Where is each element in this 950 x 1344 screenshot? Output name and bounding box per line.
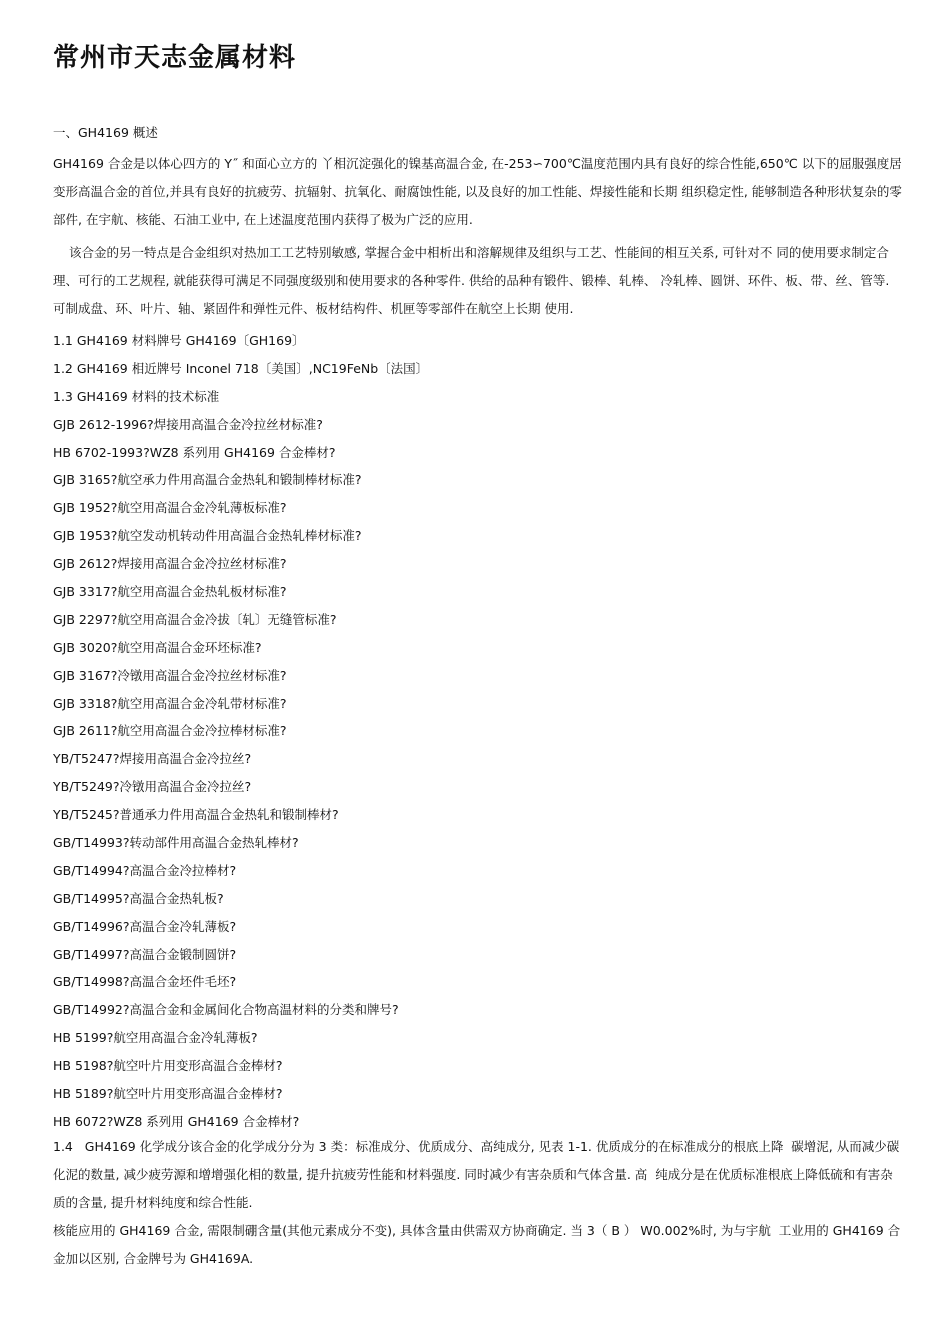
list-item: GB/T14997?高温合金锻制圆饼? [53,946,237,962]
nuclear-application-paragraph: 核能应用的 GH4169 合金, 需限制硼含量(其他元素成分不变), 具体含量由供需双方协商确定. 当 3（ B ） W0.002%时, 为与宇航 工业用的 GH4169 合金加以区别, 合金牌号为 GH4169A. [53,1223,901,1266]
list-item: GJB 2612?焊接用高温合金冷拉丝材标准? [53,556,287,572]
list-item: YB/T5245?普通承力件用高温合金热轧和锻制棒材? [53,807,339,823]
list-item: GJB 3167?冷镦用高温合金冷拉丝材标准? [53,667,287,683]
list-item: HB 6072?WZ8 系列用 GH4169 合金棒材? [53,1113,300,1129]
overview-paragraph-1: GH4169 合金是以体心四方的 Y˝ 和面心立方的 丫相沉淀强化的镍基高温合金, 在-253∽700℃温度范围内具有良好的综合性能,650℃ 以下的屈服强度居变形高温合金的首位,并具有良好的抗疲劳、抗辐射、抗氧化、耐腐蚀性能, 以及良好的加工性能、焊接性能和长期 组织稳定性, 能够制造各种形状复杂的零部件, 在宇航、核能、石油工业中, 在上述温度范围内获得了极为广泛的应用. [53,156,902,227]
composition-paragraph: 1.4 GH4169 化学成分该合金的化学成分分为 3 类：标准成分、优质成分、高纯成分, 见表 1-1. 优质成分的在标准成分的根底上降 碳增泥, 从而减少碳化泥的数量, 减少疲劳源和增增强化相的数量, 提升抗疲劳性能和材料强度. 同时减少有害杂质和气体含量. 高 纯成分是在优质标准根底上降低硫和有害杂质的含量, 提升材料纯度和综合性能. [53,1139,900,1210]
list-item: 1.1 GH4169 材料牌号 GH4169〔GH169〕 [53,333,305,348]
list-item: GJB 1953?航空发动机转动件用高温合金热轧棒材标准? [53,528,362,544]
list-item: HB 5189?航空叶片用变形高温合金棒材? [53,1086,283,1102]
list-item: GJB 3317?航空用高温合金热轧板材标准? [53,584,287,600]
list-item: GB/T14994?高温合金冷拉棒材? [53,862,237,878]
list-item: GB/T14992?高温合金和金属间化合物高温材料的分类和牌号? [53,1002,399,1018]
list-item: HB 5199?航空用高温合金冷轧薄板? [53,1030,258,1046]
list-item: GB/T14995?高温合金热轧板? [53,890,224,906]
list-item: 1.2 GH4169 相近牌号 Inconel 718〔美国〕,NC19FeNb〔法国〕 [53,360,429,376]
list-item: GB/T14993?转动部件用高温合金热轧棒材? [53,835,299,851]
list-item: GJB 3165?航空承力件用高温合金热轧和锻制棒材标准? [53,472,362,488]
list-item: GJB 1952?航空用高温合金冷轧薄板标准? [53,500,287,516]
list-item: GB/T14996?高温合金冷轧薄板? [53,918,237,934]
list-item: 1.3 GH4169 材料的技术标准 [53,388,220,404]
list-item: HB 5198?航空叶片用变形高温合金棒材? [53,1058,283,1074]
list-item: GJB 3020?航空用高温合金环坯标准? [53,639,262,655]
list-item: HB 6702-1993?WZ8 系列用 GH4169 合金棒材? [53,444,336,460]
list-item: GB/T14998?高温合金坯件毛坯? [53,974,237,990]
standards-list [53,327,903,1136]
section-heading: 一、GH4169 概述 [53,125,158,140]
list-item: GJB 2297?航空用高温合金冷拔〔轧〕无缝管标准? [53,611,337,627]
list-item: GJB 2611?航空用高温合金冷拉棒材标准? [53,723,287,739]
list-item: YB/T5247?焊接用高温合金冷拉丝? [53,751,252,767]
list-item: YB/T5249?冷镦用高温合金冷拉丝? [53,779,252,795]
list-item: GJB 3318?航空用高温合金冷轧带材标准? [53,695,287,711]
document-title: 常州市天志金属材料 [53,43,297,73]
list-item: GJB 2612-1996?焊接用高温合金冷拉丝材标准? [53,416,323,432]
overview-paragraph-2: 该合金的另一特点是合金组织对热加工工艺特别敏感, 掌握合金中相析出和溶解规律及组织与工艺、性能间的相互关系, 可针对不 同的使用要求制定合理、可行的工艺规程, 就能获得可满足不同强度级别和使用要求的各种零件. 供给的品种有锻件、锻棒、轧棒、 冷轧棒、圆饼、环件、板、带、丝、管等. 可制成盘、环、叶片、轴、紧固件和弹性元件、板材结构件、机匣等零部件在航空上长期 使用. [53,245,894,316]
